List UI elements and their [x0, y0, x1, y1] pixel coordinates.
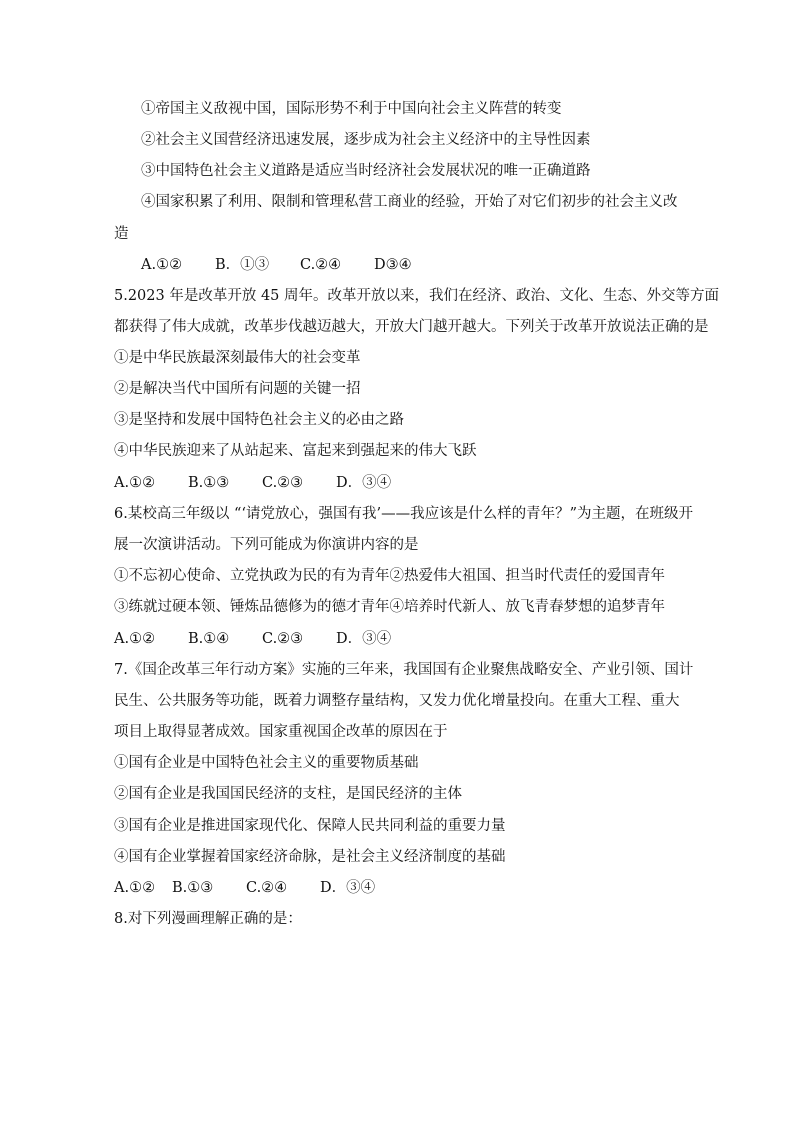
q7-options	[114, 878, 375, 898]
q4-option-a: A.①②	[141, 257, 183, 273]
q7-option-d: D．③④	[320, 880, 376, 896]
q5-item-3: ③是坚持和发展中国特色社会主义的必由之路	[114, 412, 404, 428]
q5-stem-line-2: 都获得了伟大成就，改革步伐越迈越大，开放大门越开越大。下列关于改革开放说法正确的是	[114, 319, 709, 335]
q4-item-2: ②社会主义国营经济迅速发展，逐步成为社会主义经济中的主导性因素	[141, 132, 591, 148]
q7-option-c: C.②④	[246, 880, 288, 896]
q6-items-line-2: ③练就过硬本领、锤炼品德修为的德才青年④培养时代新人、放飞青春梦想的追梦青年	[114, 599, 665, 615]
q6-option-b: B.①④	[188, 631, 230, 647]
q7-item-3: ③国有企业是推进国家现代化、保障人民共同利益的重要力量	[114, 818, 506, 834]
q7-stem-line-1: 7.《国企改革三年行动方案》实施的三年来，我国国有企业聚焦战略安全、产业引领、国计	[114, 662, 694, 678]
q5-item-1: ①是中华民族最深刻最伟大的社会变革	[114, 350, 361, 366]
q6-option-d: D．③④	[336, 631, 392, 647]
q4-item-4-continued: 造	[114, 226, 129, 242]
q4-options	[141, 255, 412, 275]
q7-option-b: B.①③	[172, 880, 214, 896]
q7-stem-line-3: 项目上取得显著成效。国家重视国企改革的原因在于	[114, 724, 448, 740]
q6-stem-line-2: 展一次演讲活动。下列可能成为你演讲内容的是	[114, 537, 419, 553]
q4-option-b: B．①③	[215, 257, 270, 273]
q4-item-1: ①帝国主义敌视中国，国际形势不利于中国向社会主义阵营的转变	[141, 101, 562, 117]
q6-options	[114, 629, 391, 649]
q5-option-a: A.①②	[114, 475, 156, 491]
q5-options	[114, 473, 391, 493]
q7-item-4: ④国有企业掌握着国家经济命脉，是社会主义经济制度的基础	[114, 849, 506, 865]
q5-item-4: ④中华民族迎来了从站起来、富起来到强起来的伟大飞跃	[114, 443, 477, 459]
q6-option-a: A.①②	[114, 631, 156, 647]
q4-item-4: ④国家积累了利用、限制和管理私营工商业的经验，开始了对它们初步的社会主义改	[141, 194, 678, 210]
q4-option-d: D③④	[374, 257, 412, 273]
q7-item-1: ①国有企业是中国特色社会主义的重要物质基础	[114, 755, 419, 771]
q7-item-2: ②国有企业是我国国民经济的支柱，是国民经济的主体	[114, 786, 462, 802]
q4-option-c: C.②④	[300, 257, 342, 273]
q5-option-c: C.②③	[262, 475, 304, 491]
q6-option-c: C.②③	[262, 631, 304, 647]
q8-stem: 8.对下列漫画理解正确的是：	[114, 911, 302, 927]
q4-item-3: ③中国特色社会主义道路是适应当时经济社会发展状况的唯一正确道路	[141, 163, 591, 179]
q5-item-2: ②是解决当代中国所有问题的关键一招	[114, 381, 361, 397]
q5-option-d: D．③④	[336, 475, 392, 491]
q6-items-line-1: ①不忘初心使命、立党执政为民的有为青年②热爱伟大祖国、担当时代责任的爱国青年	[114, 568, 665, 584]
q7-option-a: A.①②	[114, 880, 156, 896]
q7-stem-line-2: 民生、公共服务等功能，既着力调整存量结构，又发力优化增量投向。在重大工程、重大	[114, 693, 680, 709]
q5-option-b: B.①③	[188, 475, 230, 491]
q6-stem-line-1: 6.某校高三年级以 “‘请党放心，强国有我’——我应该是什么样的青年？”为主题，在班级开	[114, 506, 693, 522]
q5-stem-line-1: 5.2023 年是改革开放 45 周年。改革开放以来，我们在经济、政治、文化、生态、外交等方面	[114, 288, 720, 304]
